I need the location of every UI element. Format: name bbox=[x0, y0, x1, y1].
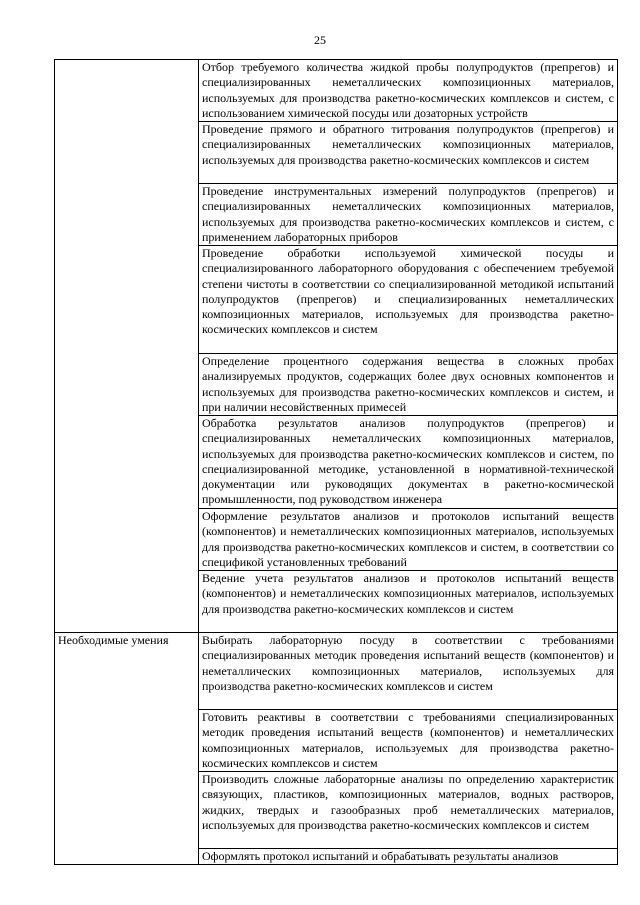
table-cell bbox=[199, 509, 618, 571]
requirements-table bbox=[54, 59, 618, 865]
item-text: Оформление результатов анализов и протоколов испытаний веществ (компонентов) и неметаллических композиционных материалов, используемых для производства ракетно-космических комплексов и систем, в соответствии со спецификой установленных требований bbox=[202, 509, 614, 569]
table-cell bbox=[199, 571, 618, 633]
item-text: Оформлять протокол испытаний и обрабатывать результаты анализов bbox=[202, 849, 559, 863]
table-cell bbox=[199, 354, 618, 416]
item-text: Ведение учета результатов анализов и протоколов испытаний веществ (компонентов) и неметаллических композиционных материалов, используемых для производства ракетно-космических комплексов и систем bbox=[202, 571, 614, 616]
item-text: Отбор требуемого количества жидкой пробы полупродуктов (препрегов) и специализированных неметаллических композиционных материалов, используемых для производства ракетно-космических комплексов и систем, с использованием химической посуды или дозаторных устройств bbox=[202, 60, 614, 120]
item-text: Обработка результатов анализов полупродуктов (препрегов) и специализированных неметаллических композиционных материалов, используемых для производства ракетно-космических комплексов и систем, по специализированной методике, установленной в нормативной-технической документации или руководящих документах в ракетно-космической промышленности, под руководством инженера bbox=[202, 416, 614, 507]
item-text: Определение процентного содержания вещества в сложных пробах анализируемых продуктов, содержащих более двух основных компонентов и используемых для производства ракетно-космических комплексов и систем, и при наличии несовйственных примесей bbox=[202, 354, 614, 414]
table-cell bbox=[199, 60, 618, 122]
table-cell bbox=[199, 772, 618, 849]
table-cell bbox=[199, 710, 618, 772]
item-text: Проведение инструментальных измерений полупродуктов (препрегов) и специализированных неметаллических композиционных материалов, используемых для производства ракетно-космических комплексов и систем, с применением лабораторных приборов bbox=[202, 184, 614, 244]
group-label-cell bbox=[55, 633, 199, 865]
table-cell bbox=[199, 849, 618, 865]
table-row bbox=[55, 633, 618, 710]
item-text: Проведение обработки используемой химической посуды и специализированного лабораторного оборудования с обеспечением требуемой степени чистоты в соответствии со специализированной методикой испытаний полупродуктов (препрегов) и специализированных неметаллических композиционных материалов, используемых для производства ракетно-космических комплексов и систем bbox=[202, 246, 614, 337]
page-number: 25 bbox=[314, 33, 326, 47]
item-text: Проведение прямого и обратного титрования полупродуктов (препрегов) и специализированных неметаллических композиционных материалов, используемых для производства ракетно-космических комплексов и систем bbox=[202, 122, 614, 167]
item-text: Готовить реактивы в соответствии с требованиями специализированных методик проведения испытаний веществ (компонентов) и неметаллических композиционных материалов, используемых для производства ракетно-космических комплексов и систем bbox=[202, 710, 614, 770]
table-cell bbox=[199, 246, 618, 354]
table-cell bbox=[199, 184, 618, 246]
item-text: Производить сложные лабораторные анализы по определению характеристик связующих, пластиков, композиционных материалов, водных растворов, жидких, твердых и газообразных проб неметаллических материалов, используемых для производства ракетно-космических комплексов и систем bbox=[202, 772, 614, 832]
table-row bbox=[55, 60, 618, 122]
group-label-cell bbox=[55, 60, 199, 633]
table-cell bbox=[199, 633, 618, 710]
item-text: Выбирать лабораторную посуду в соответствии с требованиями специализированных методик проведения испытаний веществ (компонентов) и неметаллических композиционных материалов, используемых для производства ракетно-космических комплексов и систем bbox=[202, 633, 614, 693]
table-cell bbox=[199, 122, 618, 184]
group-label: Необходимые умения bbox=[58, 633, 169, 647]
table-cell bbox=[199, 416, 618, 509]
